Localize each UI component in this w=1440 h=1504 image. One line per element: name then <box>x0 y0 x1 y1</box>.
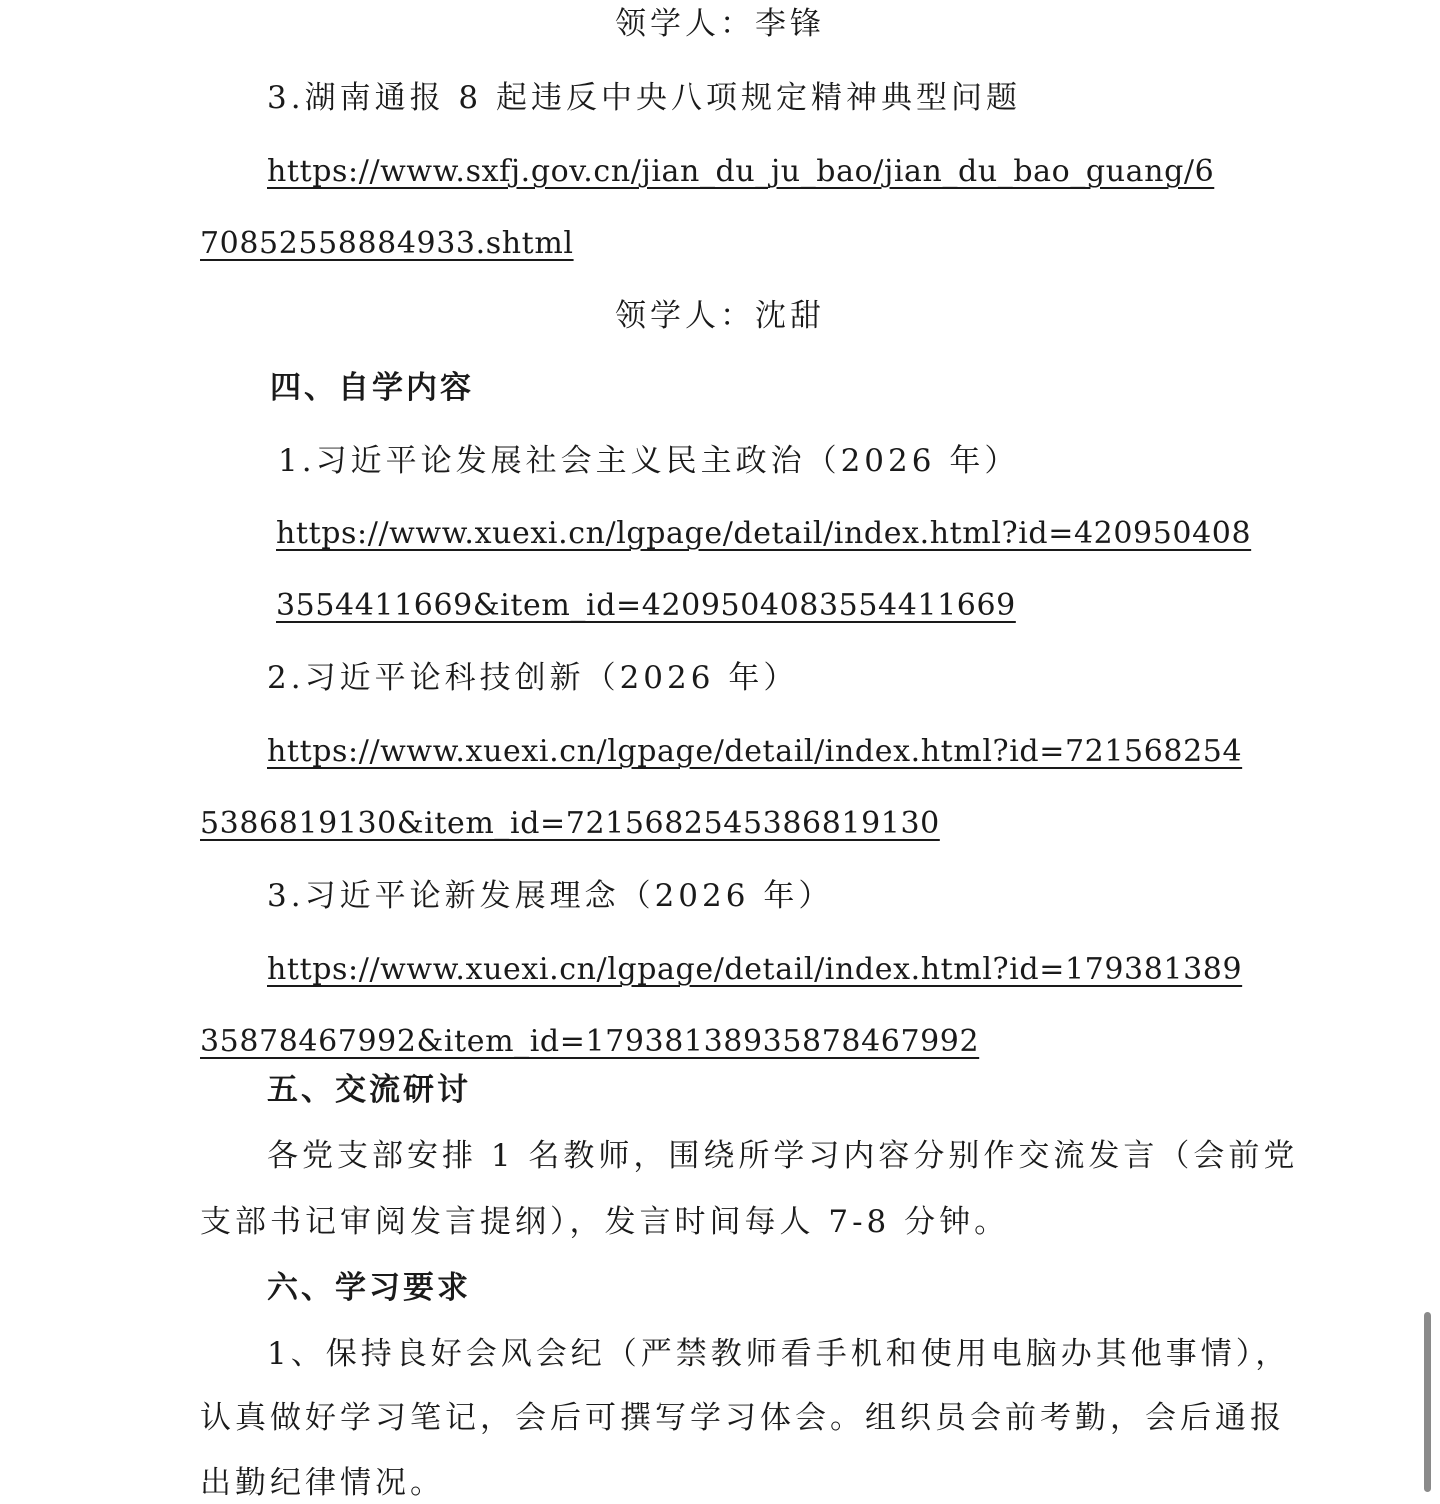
self-study-item-3-title: 3.习近平论新发展理念（2026 年） <box>267 878 834 914</box>
vertical-scrollbar[interactable] <box>1424 1312 1431 1492</box>
self-study-item-2-url-line2[interactable]: 5386819130&item_id=7215682545386819130 <box>200 806 940 841</box>
section-6-para-line1: 1、保持良好会风会纪（严禁教师看手机和使用电脑办其他事情）， <box>267 1336 1291 1372</box>
self-study-item-3-url-line1[interactable]: https://www.xuexi.cn/lgpage/detail/index.html?id=179381389 <box>267 952 1243 987</box>
section-6-para-line3: 出勤纪律情况。 <box>200 1465 445 1501</box>
self-study-item-1-url-line1[interactable]: https://www.xuexi.cn/lgpage/detail/index.html?id=420950408 <box>276 516 1252 551</box>
leader-li-feng: 领学人：李锋 <box>615 6 825 42</box>
section-6-heading: 六、学习要求 <box>267 1270 471 1306</box>
self-study-item-1-title: 1.习近平论发展社会主义民主政治（2026 年） <box>278 443 1020 479</box>
item-3-url-line2[interactable]: 70852558884933.shtml <box>200 226 574 261</box>
section-4-heading: 四、自学内容 <box>270 370 474 406</box>
self-study-item-3-url-line2[interactable]: 35878467992&item_id=17938138935878467992 <box>200 1024 980 1059</box>
self-study-item-2-url-line1[interactable]: https://www.xuexi.cn/lgpage/detail/index.html?id=721568254 <box>267 734 1243 769</box>
item-3-title: 3.湖南通报 8 起违反中央八项规定精神典型问题 <box>267 80 1022 116</box>
section-5-heading: 五、交流研讨 <box>267 1072 471 1108</box>
section-5-para-line2: 支部书记审阅发言提纲），发言时间每人 7-8 分钟。 <box>200 1204 1010 1240</box>
item-3-url-line1[interactable]: https://www.sxfj.gov.cn/jian_du_ju_bao/jian_du_bao_guang/6 <box>267 154 1215 189</box>
self-study-item-2-title: 2.习近平论科技创新（2026 年） <box>267 660 799 696</box>
section-6-para-line2: 认真做好学习笔记，会后可撰写学习体会。组织员会前考勤，会后通报 <box>200 1400 1285 1436</box>
section-5-para-line1: 各党支部安排 1 名教师，围绕所学习内容分别作交流发言（会前党 <box>267 1138 1299 1174</box>
leader-shen-tian: 领学人：沈甜 <box>615 298 825 334</box>
self-study-item-1-url-line2[interactable]: 3554411669&item_id=4209504083554411669 <box>276 588 1016 623</box>
